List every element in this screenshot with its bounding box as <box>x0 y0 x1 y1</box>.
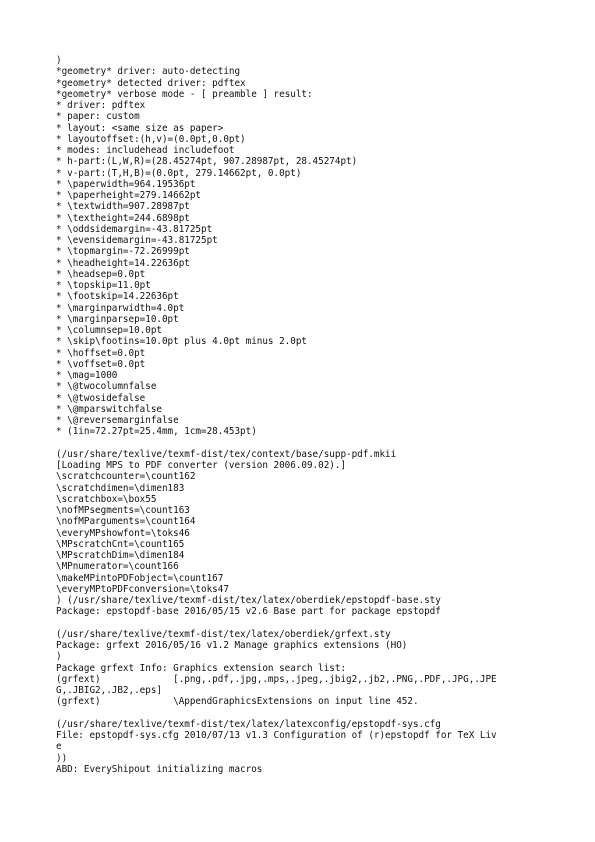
log-line: \nofMPsegments=\count163 <box>56 505 190 516</box>
log-line: * h-part:(L,W,R)=(28.45274pt, 907.28987pt, 28.45274pt) <box>56 156 358 168</box>
log-line: G,.JBIG2,.JB2,.eps] <box>56 685 162 696</box>
log-line: * \evensidemargin=-43.81725pt <box>56 235 218 246</box>
log-line: * \textwidth=907.28987pt <box>56 201 190 213</box>
log-line <box>56 438 556 449</box>
log-line: * driver: pdftex <box>56 100 146 111</box>
log-line: * layout: <same size as paper> <box>56 122 224 134</box>
log-line: \MPscratchCnt=\count165 <box>56 538 185 550</box>
log-line: * \headheight=14.22636pt <box>56 257 190 269</box>
log-line: * \footskip=14.22636pt <box>56 291 179 303</box>
log-line: * \columnsep=10.0pt <box>56 325 162 336</box>
log-line: (/usr/share/texlive/texmf-dist/tex/latex/oberdiek/grfext.sty <box>56 628 391 640</box>
log-line: File: epstopdf-sys.cfg 2010/07/13 v1.3 Configuration of (r)epstopdf for TeX Liv <box>56 730 497 741</box>
log-line: \scratchdimen=\dimen183 <box>56 482 185 494</box>
log-line: [Loading MPS to PDF converter (version 2006.09.02).] <box>56 460 347 471</box>
log-line: * (1in=72.27pt=25.4mm, 1cm=28.453pt) <box>56 426 257 438</box>
log-line: * \@mparswitchfalse <box>56 403 162 415</box>
log-line: * \@twosidefalse <box>56 392 146 404</box>
log-line: * \@twocolumnfalse <box>56 381 157 393</box>
log-line: ) <box>56 651 62 663</box>
log-line: * \headsep=0.0pt <box>56 268 146 280</box>
log-line: * \mag=1000 <box>56 370 118 381</box>
log-line: *geometry* verbose mode - [ preamble ] result: <box>56 88 313 100</box>
log-line: * paper: custom <box>56 111 140 123</box>
log-line: (/usr/share/texlive/texmf-dist/tex/context/base/supp-pdf.mkii <box>56 448 397 460</box>
log-line: \nofMParguments=\count164 <box>56 516 196 528</box>
log-line: Package grfext Info: Graphics extension search list: <box>56 662 347 674</box>
log-line: \makeMPintoPDFobject=\count167 <box>56 572 224 584</box>
log-line: * modes: includehead includefoot <box>56 145 235 156</box>
log-line: * \marginparwidth=4.0pt <box>56 302 185 314</box>
log-line: * \textheight=244.6898pt <box>56 212 190 224</box>
log-line: * \paperwidth=964.19536pt <box>56 178 196 190</box>
log-line: * \paperheight=279.14662pt <box>56 190 202 201</box>
log-line: e <box>56 741 62 753</box>
log-line: * \voffset=0.0pt <box>56 358 146 370</box>
log-line: ABD: EveryShipout initializing macros <box>56 763 263 775</box>
log-line: (grfext) \AppendGraphicsExtensions on input line 452. <box>56 696 419 708</box>
log-line: Package: epstopdf-base 2016/05/15 v2.6 Base part for package epstopdf <box>56 606 441 618</box>
log-line: * layoutoffset:(h,v)=(0.0pt,0.0pt) <box>56 133 246 145</box>
log-line: * \skip\footins=10.0pt plus 4.0pt minus 2.0pt <box>56 336 307 348</box>
log-text-block <box>56 55 556 775</box>
log-line: *geometry* driver: auto-detecting <box>56 66 241 78</box>
log-line: \everyMPshowfont=\toks46 <box>56 527 190 539</box>
log-line: \everyMPtoPDFconversion=\toks47 <box>56 583 229 595</box>
log-line <box>56 708 556 719</box>
log-line: * \topmargin=-72.26999pt <box>56 246 190 258</box>
log-line: * \@reversemarginfalse <box>56 415 179 426</box>
log-line <box>56 618 556 629</box>
log-line: \MPnumerator=\count166 <box>56 561 179 573</box>
log-line: \scratchbox=\box55 <box>56 493 157 505</box>
log-line: ) <box>56 55 62 66</box>
log-line: \scratchcounter=\count162 <box>56 471 196 483</box>
log-line: * \oddsidemargin=-43.81725pt <box>56 223 213 235</box>
log-line: )) <box>56 752 68 764</box>
log-line: * \topskip=11.0pt <box>56 280 151 291</box>
log-line: * \hoffset=0.0pt <box>56 347 146 359</box>
log-line: (grfext) [.png,.pdf,.jpg,.mps,.jpeg,.jbig2,.jb2,.PNG,.PDF,.JPG,.JPE <box>56 673 497 685</box>
log-line: * \marginparsep=10.0pt <box>56 313 179 325</box>
log-line: *geometry* detected driver: pdftex <box>56 77 246 89</box>
log-line: (/usr/share/texlive/texmf-dist/tex/latex/latexconfig/epstopdf-sys.cfg <box>56 718 441 730</box>
log-line: \MPscratchDim=\dimen184 <box>56 550 185 561</box>
log-line: * v-part:(T,H,B)=(0.0pt, 279.14662pt, 0.0pt) <box>56 167 302 179</box>
log-line: ) (/usr/share/texlive/texmf-dist/tex/latex/oberdiek/epstopdf-base.sty <box>56 595 441 606</box>
log-line: Package: grfext 2016/05/16 v1.2 Manage graphics extensions (HO) <box>56 640 408 651</box>
